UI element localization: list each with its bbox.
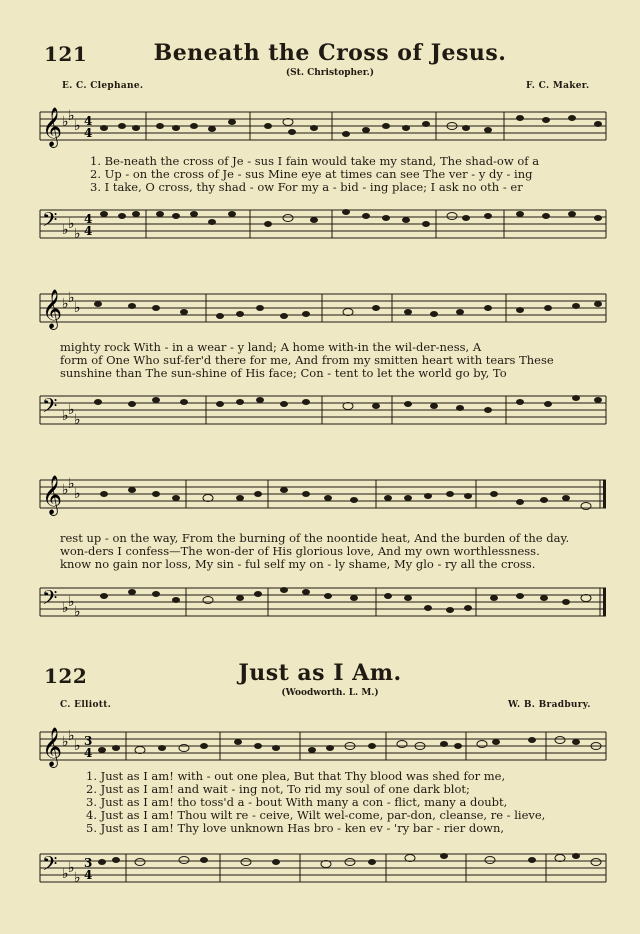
- svg-text:4: 4: [84, 746, 93, 760]
- lyric-line-verse-1: mighty rock With - in a wear - y land; A home with-in the wil-der-ness, A: [60, 340, 482, 354]
- svg-text:♭: ♭: [74, 412, 81, 428]
- hymn-number: 121: [44, 42, 88, 66]
- svg-text:♭: ♭: [74, 870, 81, 886]
- svg-text:𝄢: 𝄢: [42, 208, 58, 236]
- svg-text:𝄞: 𝄞: [42, 475, 63, 515]
- svg-text:𝄢: 𝄢: [42, 586, 58, 614]
- svg-text:♭: ♭: [68, 402, 75, 418]
- svg-text:♭: ♭: [74, 300, 81, 316]
- lyric-line-verse-3: sunshine than The sun-shine of His face; Con - tent to let the world go by, To: [60, 366, 507, 380]
- svg-text:𝄢: 𝄢: [42, 394, 58, 422]
- bass-staff: [36, 386, 608, 434]
- svg-text:♭: ♭: [68, 216, 75, 232]
- svg-text:4: 4: [84, 126, 93, 140]
- lyric-line-verse-1: rest up - on the way, From the burning of the noontide heat, And the burden of the day.: [60, 531, 570, 545]
- treble-staff: [36, 724, 608, 772]
- tune-name: (St. Christopher.): [285, 68, 375, 78]
- lyric-line-verse-2: 2. Just as I am! and wait - ing not, To rid my soul of one dark blot;: [86, 782, 470, 796]
- svg-text:♭: ♭: [62, 114, 69, 130]
- author-credit: C. Elliott.: [60, 700, 112, 710]
- svg-text:♭: ♭: [68, 860, 75, 876]
- svg-text:♭: ♭: [62, 408, 69, 424]
- tune-name: (Woodworth. L. M.): [281, 688, 379, 698]
- svg-text:♭: ♭: [68, 594, 75, 610]
- svg-text:𝄞: 𝄞: [42, 727, 63, 767]
- svg-text:♭: ♭: [68, 108, 75, 124]
- bass-staff: [36, 200, 608, 248]
- lyric-line-verse-1: 1. Just as I am! with - out one plea, But that Thy blood was shed for me,: [86, 769, 506, 783]
- svg-text:♭: ♭: [62, 866, 69, 882]
- svg-text:3: 3: [84, 856, 93, 870]
- lyric-line-verse-2: 2. Up - on the cross of Je - sus Mine eye at times can see The ver - y dy - ing: [90, 167, 533, 181]
- svg-text:4: 4: [84, 868, 93, 882]
- svg-text:♭: ♭: [62, 296, 69, 312]
- composer-credit: F. C. Maker.: [526, 81, 590, 91]
- hymn-title: Beneath the Cross of Jesus.: [153, 40, 507, 66]
- treble-staff: [36, 472, 608, 520]
- lyric-line-verse-5: 5. Just as I am! Thy love unknown Has bro - ken ev - 'ry bar - rier down,: [86, 821, 505, 835]
- svg-text:4: 4: [84, 114, 93, 128]
- treble-staff: [36, 286, 608, 334]
- svg-text:♭: ♭: [74, 486, 81, 502]
- lyric-line-verse-2: form of One Who suf-fer'd there for me, And from my smitten heart with tears These: [60, 353, 554, 367]
- svg-text:♭: ♭: [74, 226, 81, 242]
- svg-text:♭: ♭: [68, 728, 75, 744]
- treble-staff: [36, 104, 608, 152]
- svg-text:𝄞: 𝄞: [42, 107, 63, 147]
- svg-text:3: 3: [84, 734, 93, 748]
- composer-credit: W. B. Bradbury.: [508, 700, 591, 710]
- svg-text:4: 4: [84, 224, 93, 238]
- bass-staff: [36, 578, 608, 626]
- svg-text:4: 4: [84, 212, 93, 226]
- svg-text:♭: ♭: [74, 604, 81, 620]
- svg-text:𝄢: 𝄢: [42, 852, 58, 880]
- svg-text:♭: ♭: [62, 222, 69, 238]
- lyric-line-verse-2: won-ders I confess—The won-der of His glorious love, And my own worthlessness.: [60, 544, 540, 558]
- svg-text:♭: ♭: [62, 734, 69, 750]
- svg-text:♭: ♭: [68, 476, 75, 492]
- lyric-line-verse-3: 3. I take, O cross, thy shad - ow For my a - bid - ing place; I ask no oth - er: [90, 180, 523, 194]
- svg-text:♭: ♭: [74, 118, 81, 134]
- hymn-number: 122: [44, 664, 88, 688]
- svg-text:♭: ♭: [62, 600, 69, 616]
- lyric-line-verse-1: 1. Be-neath the cross of Je - sus I fain would take my stand, The shad-ow of a: [90, 154, 540, 168]
- svg-text:𝄞: 𝄞: [42, 289, 63, 329]
- svg-text:♭: ♭: [74, 738, 81, 754]
- bass-staff: [36, 844, 608, 892]
- lyric-line-verse-3: 3. Just as I am! tho toss'd a - bout With many a con - flict, many a doubt,: [86, 795, 508, 809]
- lyric-line-verse-3: know no gain nor loss, My sin - ful self my on - ly shame, My glo - ry all the cross.: [60, 557, 536, 571]
- author-credit: E. C. Clephane.: [62, 81, 144, 91]
- svg-text:♭: ♭: [68, 290, 75, 306]
- hymn-title: Just as I Am.: [238, 660, 402, 686]
- svg-text:♭: ♭: [62, 482, 69, 498]
- lyric-line-verse-4: 4. Just as I am! Thou wilt re - ceive, Wilt wel-come, par-don, cleanse, re - lieve,: [86, 808, 546, 822]
